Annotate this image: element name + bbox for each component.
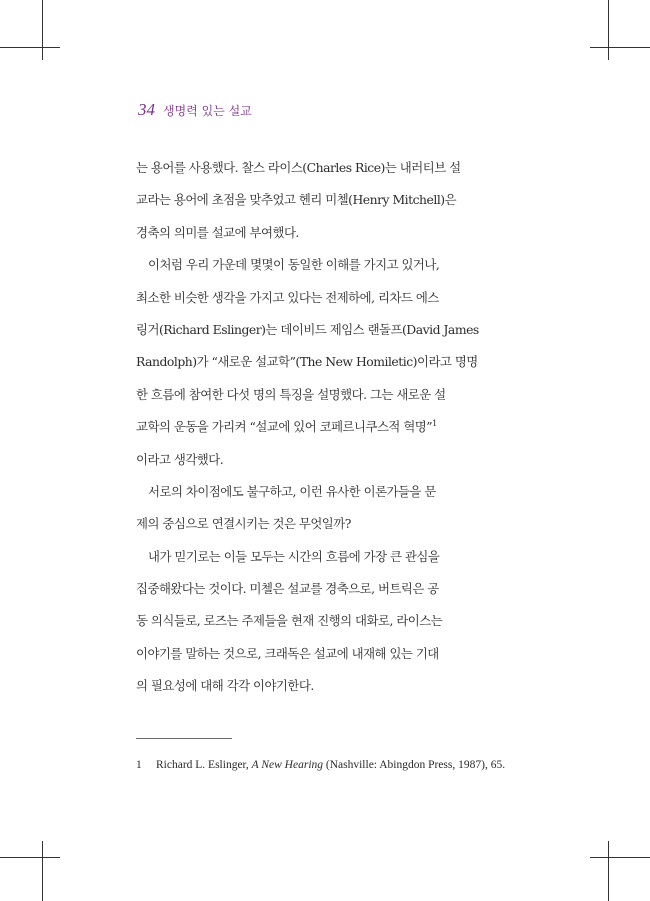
body-text: [136, 152, 498, 703]
text-line: 교학의 운동을 가리켜 “설교에 있어 코페르니쿠스적 혁명”: [136, 419, 433, 435]
text-line: 내가 믿기로는 이들 모두는 시간의 흐름에 가장 큰 관심을: [148, 548, 440, 564]
text-line: Randolph)가 “새로운 설교학”(The New Homiletic)이라고 명명: [136, 354, 478, 370]
crop-mark: [608, 841, 609, 901]
text-line: 이야기를 말하는 것으로, 크래독은 설교에 내재해 있는 기대: [136, 645, 439, 661]
footnote-title: A New Hearing: [251, 759, 324, 771]
book-title: 생명력 있는 설교: [163, 104, 252, 118]
footnote-author: Richard L. Eslinger,: [156, 759, 249, 771]
running-head: [138, 100, 252, 120]
crop-mark: [590, 47, 650, 48]
footnote-reference[interactable]: 1: [432, 419, 437, 428]
crop-mark: [42, 841, 43, 901]
text-line: 의 필요성에 대해 각각 이야기한다.: [136, 678, 314, 694]
text-line: 경축의 의미를 설교에 부여했다.: [136, 224, 299, 240]
footnote-rule: [136, 738, 232, 739]
footnote-number: 1: [136, 759, 142, 771]
text-line: 집중해왔다는 것이다. 미첼은 설교를 경축으로, 버트릭은 공: [136, 581, 439, 597]
text-line: 는 용어를 사용했다. 찰스 라이스(Charles Rice)는 내러티브 설: [136, 160, 461, 175]
text-line: 동 의식들로, 로즈는 주제들을 현재 진행의 대화로, 라이스는: [136, 613, 443, 629]
text-line: 이처럼 우리 가운데 몇몇이 동일한 이해를 가지고 있거나,: [148, 257, 440, 273]
crop-mark: [590, 857, 650, 858]
footnote-publication: (Nashville: Abingdon Press, 1987), 65.: [325, 759, 506, 771]
crop-mark: [0, 47, 60, 48]
text-line-with-note: [136, 411, 498, 443]
text-line: 교라는 용어에 초점을 맞추었고 헨리 미첼(Henry Mitchell)은: [136, 192, 457, 208]
text-line: 최소한 비슷한 생각을 가지고 있다는 전제하에, 리차드 에스: [136, 289, 439, 305]
text-line: 이라고 생각했다.: [136, 451, 224, 467]
text-line: 링거(Richard Eslinger)는 데이비드 제임스 랜돌프(David James: [136, 321, 479, 337]
text-line: 한 흐름에 참여한 다섯 명의 특징을 설명했다. 그는 새로운 설: [136, 386, 446, 402]
text-line: 제의 중심으로 연결시키는 것은 무엇일까?: [136, 516, 351, 532]
crop-mark: [608, 0, 609, 60]
footnote: [136, 757, 516, 773]
crop-mark: [42, 0, 43, 60]
crop-mark: [0, 857, 60, 858]
text-line: 서로의 차이점에도 불구하고, 이런 유사한 이론가들을 문: [148, 483, 436, 499]
page-number: 34: [138, 100, 155, 119]
